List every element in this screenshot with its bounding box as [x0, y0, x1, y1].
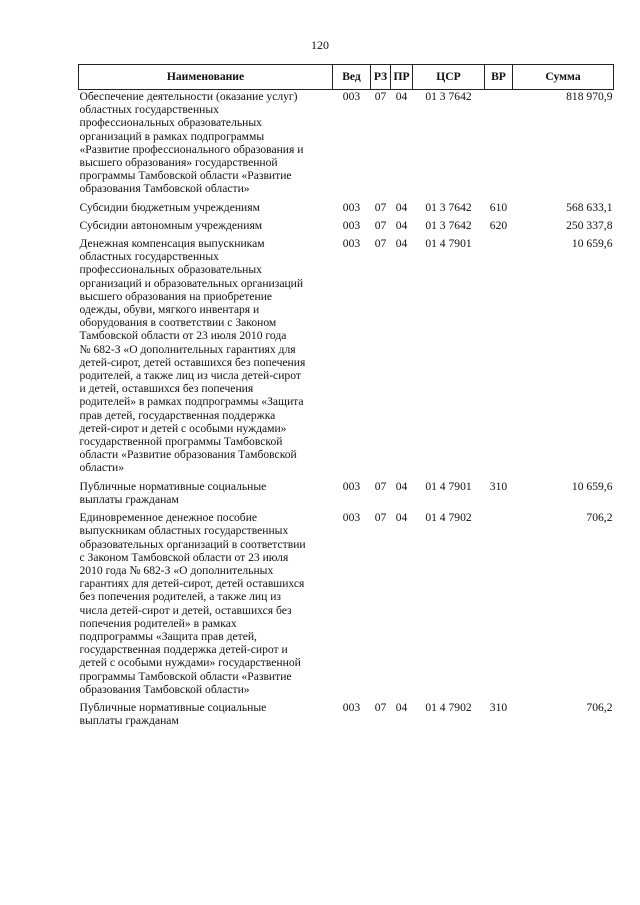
- header-name: Наименование: [79, 65, 333, 90]
- row-ved: 003: [342, 700, 361, 714]
- row-name-line: оборудования в соответствии с Законом: [79, 316, 277, 330]
- row-name-line: областных государственных: [79, 250, 219, 264]
- row-sum: 10 659,6: [571, 479, 613, 493]
- row-name-line: детей-сирот, детей оставшихся без попечения: [79, 355, 306, 369]
- table-row: [79, 701, 614, 732]
- row-name-line: гарантиях для детей-сирот, детей оставшихся: [79, 577, 305, 591]
- row-ved: 003: [342, 200, 361, 214]
- row-vr: 310: [489, 700, 508, 714]
- row-pr: 04: [395, 90, 408, 103]
- table-row: [79, 480, 614, 511]
- row-ved: 003: [342, 237, 361, 251]
- row-ved: 003: [342, 511, 361, 525]
- row-pr: 04: [395, 511, 408, 525]
- row-rz: 07: [374, 90, 387, 103]
- row-csr: 01 4 7902: [425, 511, 472, 525]
- row-name-line: профессиональных образовательных: [79, 263, 262, 277]
- row-name-line: прав детей, государственная поддержка: [79, 408, 276, 422]
- row-name-line: государственной программы Тамбовской: [79, 435, 283, 449]
- row-name-line: № 682-З «О дополнительных гарантиях для: [79, 342, 296, 356]
- row-csr: 01 4 7901: [425, 479, 472, 493]
- row-name-line: области «Развитие образования Тамбовской: [79, 448, 297, 462]
- row-csr: 01 4 7902: [425, 700, 472, 714]
- row-csr: 01 3 7642: [425, 218, 472, 232]
- row-csr: 01 3 7642: [425, 200, 472, 214]
- row-sum: 568 633,1: [566, 200, 613, 214]
- row-name-line: попечения родителей» в рамках: [79, 616, 237, 630]
- row-name-line: Денежная компенсация выпускникам: [79, 237, 265, 251]
- row-name-line: образования Тамбовской области»: [79, 182, 250, 196]
- row-rz: 07: [374, 237, 387, 251]
- row-name-line: числа детей-сирот и детей, оставшихся без: [79, 603, 292, 617]
- header-row: [79, 65, 614, 90]
- row-name-line: Публичные нормативные социальные: [79, 700, 267, 714]
- row-rz: 07: [374, 200, 387, 214]
- row-sum: 818 970,9: [566, 90, 613, 103]
- row-name-line: Единовременное денежное пособие: [79, 511, 258, 525]
- row-name-line: Субсидии автономным учреждениям: [79, 218, 263, 232]
- table-body: [79, 90, 614, 733]
- row-name: [79, 511, 333, 701]
- row-name-line: Публичные нормативные социальные: [79, 479, 267, 493]
- row-vr: 620: [489, 218, 508, 232]
- row-sum: 706,2: [586, 700, 613, 714]
- row-name: [79, 701, 333, 732]
- row-rz: 07: [374, 511, 387, 525]
- row-pr: 04: [395, 237, 408, 251]
- row-name-line: высшего образования» государственной: [79, 156, 278, 170]
- budget-table: [78, 64, 614, 732]
- header-pr: ПР: [391, 65, 413, 90]
- row-name-line: «Развитие профессионального образования и: [79, 142, 304, 156]
- header-sum: Сумма: [513, 65, 614, 90]
- row-sum: 250 337,8: [566, 218, 613, 232]
- row-pr: 04: [395, 218, 408, 232]
- table-header: [79, 65, 614, 90]
- row-name: [79, 480, 333, 511]
- row-sum: 10 659,6: [571, 237, 613, 251]
- row-name-line: родителей» в рамках подпрограммы «Защита: [79, 395, 304, 409]
- header-csr: ЦСР: [413, 65, 485, 90]
- row-ved: 003: [342, 479, 361, 493]
- row-name-line: программы Тамбовской области «Развитие: [79, 669, 292, 683]
- row-vr: [485, 90, 513, 201]
- row-name-line: с Законом Тамбовской области от 23 июля: [79, 550, 289, 564]
- row-name: [79, 219, 333, 237]
- row-name-line: организаций и образовательных организаций: [79, 276, 304, 290]
- row-csr: 01 4 7901: [425, 237, 472, 251]
- row-name: [79, 237, 333, 480]
- row-name-line: выпускникам областных государственных: [79, 524, 289, 538]
- table-row: [79, 219, 614, 237]
- row-name-line: и детей, оставшихся без попечения: [79, 382, 254, 396]
- table-row: [79, 237, 614, 480]
- row-rz: 07: [374, 218, 387, 232]
- table-row: [79, 511, 614, 701]
- row-name-line: без попечения родителей, а также лиц из: [79, 590, 282, 604]
- table-row: [79, 201, 614, 219]
- row-name-line: одежды, обуви, мягкого инвентаря и: [79, 303, 260, 317]
- row-name-line: государственная поддержка детей-сирот и: [79, 643, 288, 657]
- row-name-line: области»: [79, 461, 125, 475]
- header-rz: РЗ: [371, 65, 391, 90]
- row-name-line: программы Тамбовской области «Развитие: [79, 169, 292, 183]
- row-csr: 01 3 7642: [425, 90, 472, 103]
- row-rz: 07: [374, 479, 387, 493]
- row-name-line: детей с особыми нуждами» государственной: [79, 656, 301, 670]
- table-row: [79, 90, 614, 201]
- row-name-line: областных государственных: [79, 103, 219, 117]
- row-name-line: 2010 года № 682-З «О дополнительных: [79, 563, 274, 577]
- row-name-line: подпрограммы «Защита прав детей,: [79, 629, 257, 643]
- row-pr: 04: [395, 700, 408, 714]
- row-name-line: профессиональных образовательных: [79, 116, 262, 130]
- row-name-line: высшего образования на приобретение: [79, 289, 273, 303]
- row-sum: 706,2: [586, 511, 613, 525]
- row-name-line: детей-сирот и детей с особыми нуждами»: [79, 421, 287, 435]
- row-ved: 003: [342, 218, 361, 232]
- row-vr: [485, 511, 513, 701]
- header-ved: Вед: [333, 65, 371, 90]
- row-name-line: образования Тамбовской области»: [79, 682, 250, 696]
- row-vr: 610: [489, 200, 508, 214]
- row-name: [79, 201, 333, 219]
- header-vr: ВР: [485, 65, 513, 90]
- row-pr: 04: [395, 200, 408, 214]
- row-name-line: родителей, а также лиц из числа детей-сирот: [79, 369, 301, 383]
- row-name-line: организаций в рамках подпрограммы: [79, 129, 265, 143]
- row-name-line: Тамбовской области от 23 июля 2010 года: [79, 329, 287, 343]
- row-name: [79, 90, 333, 201]
- row-name-line: Субсидии бюджетным учреждениям: [79, 200, 260, 214]
- row-name-line: Обеспечение деятельности (оказание услуг): [79, 90, 298, 103]
- page-number: 120: [311, 38, 329, 52]
- row-pr: 04: [395, 479, 408, 493]
- row-name-line: образовательных организаций в соответствии: [79, 537, 306, 551]
- row-rz: 07: [374, 700, 387, 714]
- row-ved: 003: [342, 90, 361, 103]
- row-vr: 310: [489, 479, 508, 493]
- row-name-line: выплаты гражданам: [79, 492, 179, 506]
- row-vr: [485, 237, 513, 480]
- row-name-line: выплаты гражданам: [79, 714, 179, 728]
